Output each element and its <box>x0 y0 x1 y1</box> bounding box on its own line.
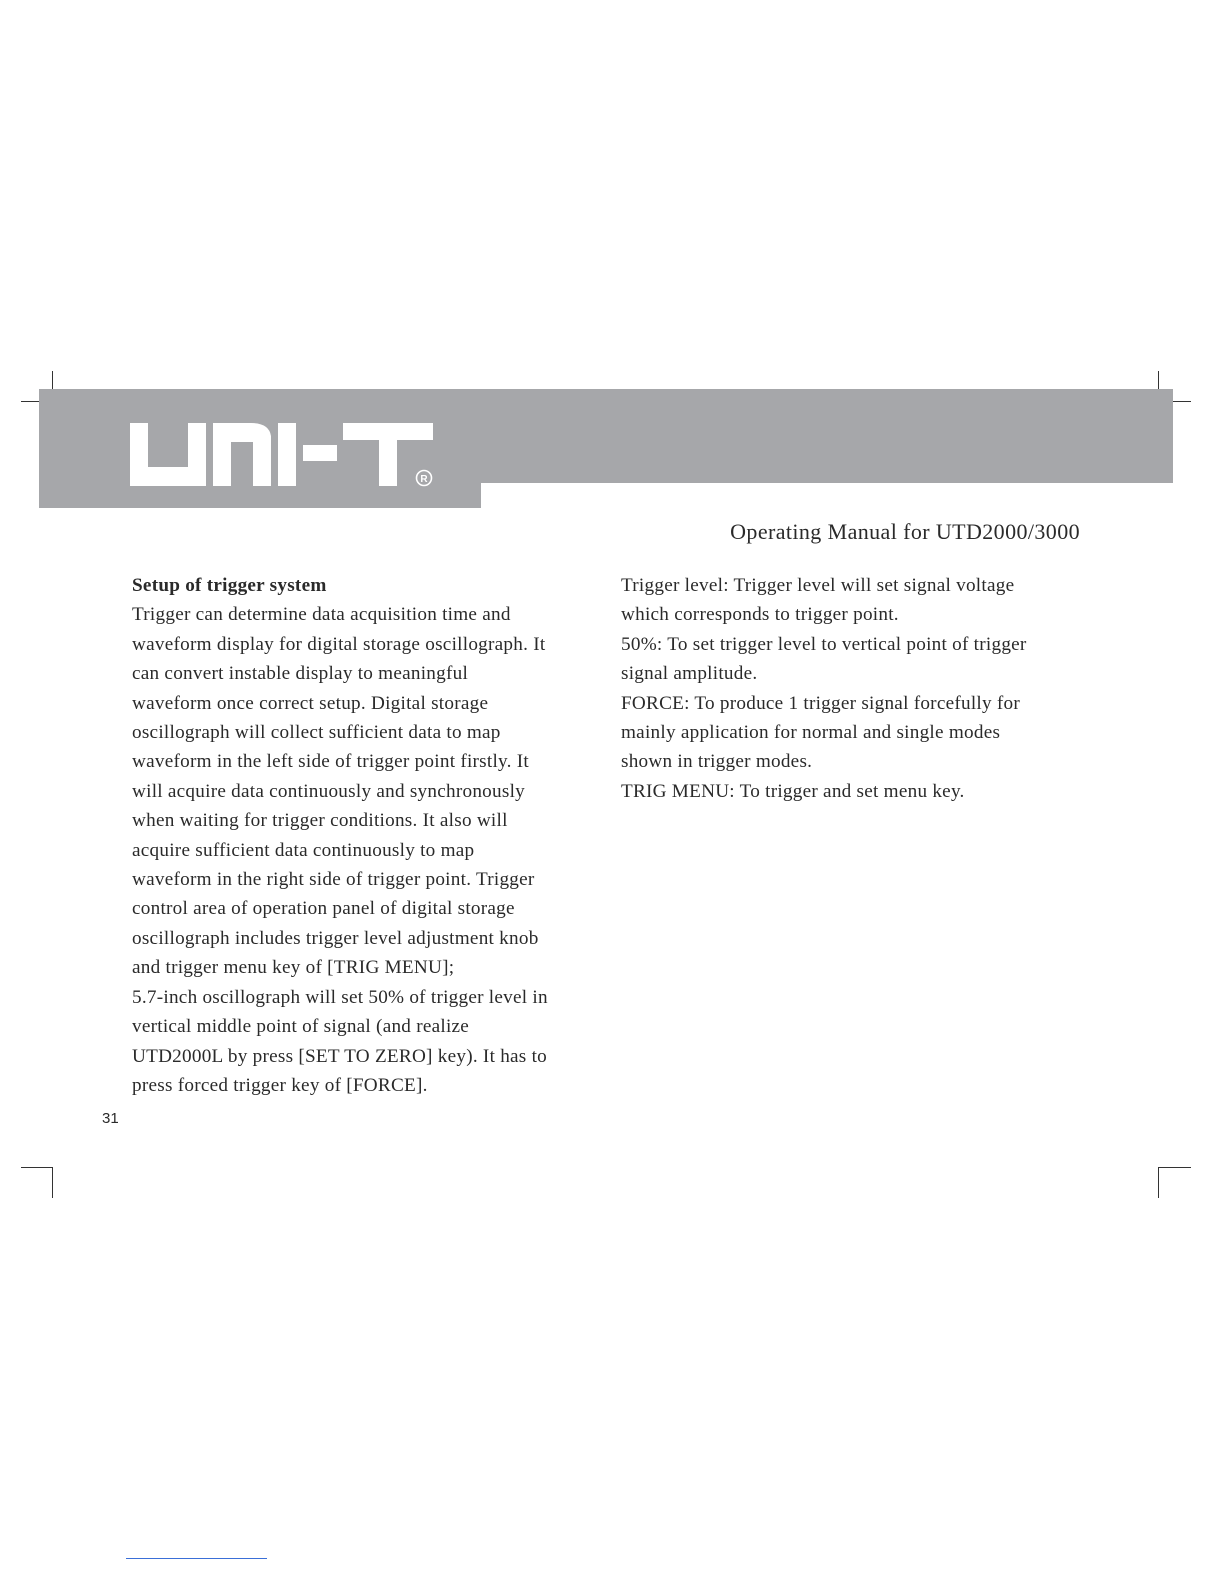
section-heading: Setup of trigger system <box>132 575 327 596</box>
body-line: Trigger level: Trigger level will set signal voltage <box>621 575 1015 596</box>
body-line: mainly application for normal and single modes <box>621 722 1001 744</box>
body-line: 50%: To set trigger level to vertical point of trigger <box>621 633 1027 655</box>
page-number: 31 <box>102 1110 119 1127</box>
crop-mark-top-left-horizontal <box>21 401 39 402</box>
body-line: which corresponds to trigger point. <box>621 604 899 626</box>
crop-mark-top-left-vertical <box>52 371 53 389</box>
left-column <box>132 571 602 1100</box>
body-line: and trigger menu key of [TRIG MENU]; <box>132 957 455 979</box>
body-line: vertical middle point of signal (and realize <box>132 1016 470 1038</box>
body-line: oscillograph includes trigger level adjustment knob <box>132 927 539 949</box>
crop-mark-bottom-left-horizontal <box>21 1167 52 1168</box>
right-column <box>621 571 1091 806</box>
body-line: when waiting for trigger conditions. It also will <box>132 810 508 832</box>
crop-mark-bottom-right-horizontal <box>1159 1167 1191 1168</box>
body-line: press forced trigger key of [FORCE]. <box>132 1074 428 1096</box>
body-line: waveform display for digital storage oscillograph. It <box>132 633 546 655</box>
crop-mark-bottom-right-vertical <box>1158 1167 1159 1198</box>
crop-mark-top-right-horizontal <box>1173 401 1191 402</box>
body-line: control area of operation panel of digital storage <box>132 898 515 920</box>
body-line: shown in trigger modes. <box>621 751 813 773</box>
body-line: can convert instable display to meaningful <box>132 663 469 685</box>
body-line: 5.7-inch oscillograph will set 50% of trigger level in <box>132 986 548 1008</box>
link-underline <box>126 1558 267 1559</box>
crop-mark-top-right-vertical <box>1158 371 1159 389</box>
body-line: acquire sufficient data continuously to map <box>132 839 475 861</box>
body-line: Trigger can determine data acquisition time and <box>132 604 511 626</box>
body-line: TRIG MENU: To trigger and set menu key. <box>621 780 965 802</box>
crop-mark-bottom-left-vertical <box>52 1167 53 1198</box>
body-line: waveform in the left side of trigger point firstly. It <box>132 751 529 773</box>
uni-t-logo <box>128 420 438 490</box>
body-line: FORCE: To produce 1 trigger signal forcefully for <box>621 692 1021 714</box>
body-line: UTD2000L by press [SET TO ZERO] key). It has to <box>132 1045 547 1067</box>
manual-title: Operating Manual for UTD2000/3000 <box>730 519 1080 544</box>
body-line: signal amplitude. <box>621 663 758 685</box>
body-line: oscillograph will collect sufficient data to map <box>132 722 501 744</box>
svg-text:R: R <box>420 474 428 485</box>
body-line: waveform once correct setup. Digital storage <box>132 692 489 714</box>
body-line: will acquire data continuously and synchronously <box>132 780 526 802</box>
body-line: waveform in the right side of trigger point. Trigger <box>132 869 535 891</box>
